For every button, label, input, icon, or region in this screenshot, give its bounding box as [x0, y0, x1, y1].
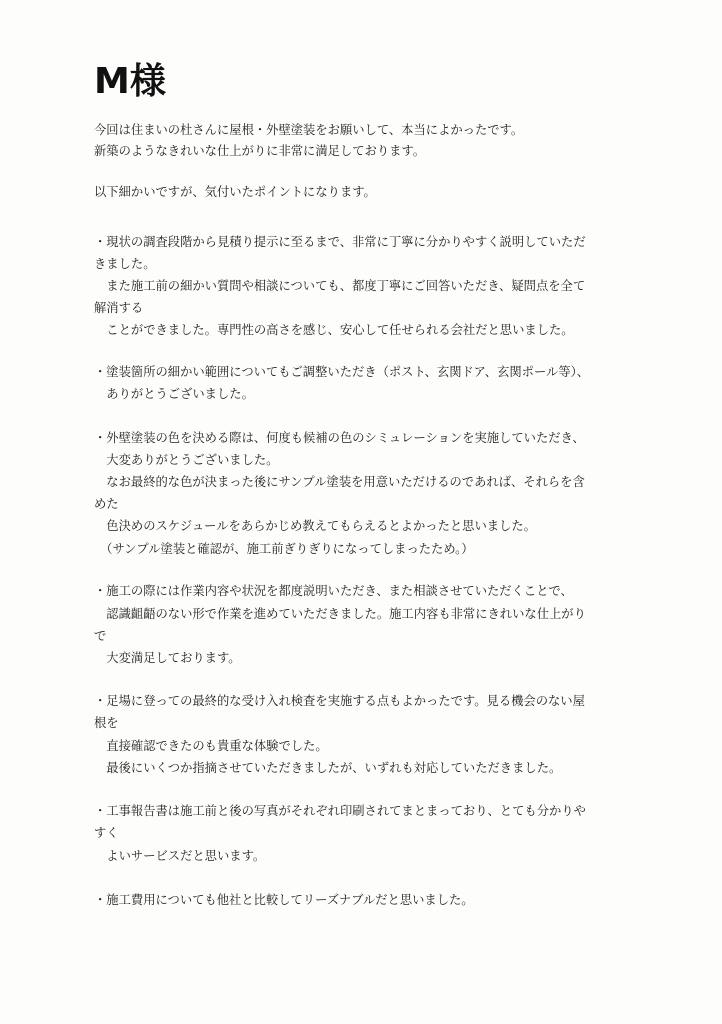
point-line: 最後にいくつか指摘させていただきましたが、いずれも対応していただきました。: [94, 761, 562, 775]
point-line: で: [94, 629, 107, 643]
letter-title: M様: [94, 61, 166, 102]
point-line: 直接確認できたのも貴重な体験でした。: [94, 739, 328, 753]
point-line: 大変満足しております。: [94, 651, 241, 665]
point-line: 色決めのスケジュールをあらかじめ教えてもらえるとよかったと思いました。: [94, 519, 536, 533]
lead-line: 以下細かいですが、気付いたポイントになります。: [94, 185, 376, 199]
point-line: ・施工の際には作業内容や状況を都度説明いただき、また相談させていただくことで、: [94, 584, 573, 598]
point-line: ことができました。専門性の高さを感じ、安心して任せられる会社だと思いました。: [94, 323, 574, 337]
point-line: ・足場に登っての最終的な受け入れ検査を実施する点もよかったです。見る機会のない屋: [94, 694, 585, 708]
point-line: めた: [94, 497, 119, 511]
point-line: ・外壁塗装の色を決める際は、何度も候補の色のシミュレーションを実施していただき、: [94, 431, 585, 445]
point-line: 認識齟齬のない形で作業を進めていただきました。施工内容も非常にきれいな仕上がり: [94, 607, 586, 621]
point-line: （サンプル塗装と確認が、施工前ぎりぎりになってしまったため。）: [94, 542, 474, 556]
point-line: なお最終的な色が決まった後にサンプル塗装を用意いただけるのであれば、それらを含: [94, 475, 585, 489]
point-line: ・現状の調査段階から見積り提示に至るまで、非常に丁寧に分かりやすく説明していただ: [94, 235, 586, 249]
point-line: ・施工費用についても他社と比較してリーズナブルだと思いました。: [94, 893, 474, 907]
point-line: また施工前の細かい質問や相談についても、都度丁寧にご回答いただき、疑問点を全て: [94, 279, 586, 293]
point-line: ありがとうございました。: [94, 387, 254, 401]
intro-line: 新築のようなきれいな仕上がりに非常に満足しております。: [94, 144, 426, 158]
point-line: 根を: [94, 716, 119, 730]
intro-line: 今回は住まいの杜さんに屋根・外壁塗装をお願いして、本当によかったです。: [94, 123, 524, 137]
point-line: すく: [94, 826, 119, 840]
point-line: ・塗装箇所の細かい範囲についてもご調整いただき（ポスト、玄関ドア、玄関ポール等）、: [94, 365, 590, 379]
point-line: 大変ありがとうございました。: [94, 453, 279, 467]
point-line: 解消する: [94, 301, 144, 315]
point-line: きました。: [94, 257, 156, 271]
point-line: よいサービスだと思います。: [94, 849, 266, 863]
point-line: ・工事報告書は施工前と後の写真がそれぞれ印刷されてまとまっており、とても分かりや: [94, 804, 586, 818]
